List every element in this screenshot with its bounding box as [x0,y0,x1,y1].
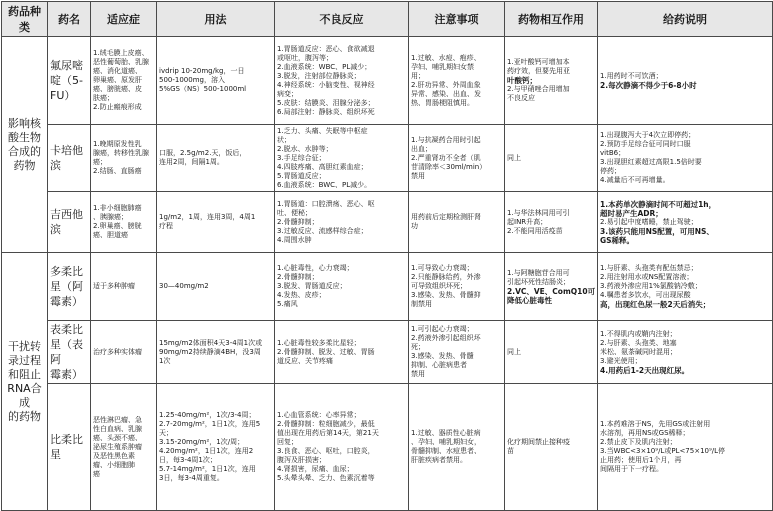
interactions-cell [505,192,598,253]
adverse-line: 3.脱发、胃肠道反应； [277,282,347,290]
precautions-line: 骨髓抑制、水痘患者、 [411,447,481,455]
interactions-cell [505,384,598,511]
usage-line: 日，每3-4周1次； [159,456,217,464]
precautions-cell [409,384,505,511]
adverse-line: 6.血液系统：BWC、PL减少。 [277,180,372,189]
admin-line: 水溶剂，再用NS或GS稀释； [600,429,690,437]
indication-line: 癌、胆道癌 [93,231,128,239]
header-category: 药品种类 [2,2,48,37]
category-line: RNA合成 [7,381,42,409]
adverse-line: 道反应、关节疼痛 [277,356,333,365]
adverse-line: 3.良食、恶心、呕吐，口腔炎， [277,447,375,455]
precautions-line: 可导致组织坏死； [411,282,467,290]
precautions-line: 禁用 [411,370,425,378]
indication-cell [91,37,157,125]
adverse-line: 2.脱水、水肿等； [277,144,333,153]
adverse-line: 4.周围水肿 [277,235,312,244]
precautions-line: 用药前后定期检测肝肾 [411,213,481,221]
indication-cell [91,125,157,192]
admin-line: 2.禁止皮下及肌内注射； [600,438,677,446]
adverse-line: 1.胃肠道：口腔溃疡、恶心、呕 [277,199,375,208]
drug-name-cell [48,384,91,511]
interactions-line: 药疗效，但要先用亚 [507,67,570,75]
admin-line: 2.预防手足综合征可同时口服 [600,140,691,148]
drug-name-cell [48,192,91,253]
table-row [2,192,773,253]
category-line: 影响核 [8,116,41,130]
interactions-cell [505,321,598,384]
category-line: 合成的 [8,144,41,158]
indication-line: 2.结肠、直肠癌 [93,167,142,175]
precautions-line: 制禁用 [411,300,432,308]
usage-line: 3.15-20mg/m²，1次/周； [159,438,245,446]
usage-line: 天； [159,429,173,437]
usage-line: 5.7-14mg/m²，1日1次，连用 [159,465,256,473]
admin-line: 1.本药难溶于NS，先用GS或注射用 [600,420,711,428]
header-row [2,2,773,37]
precautions-line: 用； [411,71,425,80]
adverse-line: 1.心脏毒性较多柔比星轻； [277,338,361,347]
interactions-line: 2.与甲硝唑合用增加 [507,85,570,93]
admin-line: 2.与肝素、头孢类、地塞 [600,338,677,347]
admin-line: 1.出现腹泻大于4次立即停药； [600,131,696,139]
precautions-line: 肝脏疾病者禁用。 [411,456,467,464]
admin-line: 3.避光使用； [600,356,642,365]
admin-line: 4.用药后1-2天出现红尿。 [600,365,690,375]
usage-line: 口服，2.5g/m2.天，饭后， [159,149,247,157]
interactions-line: 1.与阿糖胞苷合用可 [507,268,570,277]
indication-cell [91,384,157,511]
category-cell [2,253,48,511]
drug-name-line: 星 [50,448,61,461]
precautions-line: 2.肝功异常、外周血象 [411,80,481,89]
adverse-line: 4.四肢疼痛、高胆红素血症； [277,162,368,171]
admin-line: 4.嘱患者多饮水，可出现尿酸 [600,291,691,299]
indication-line: 泌尿生殖系肿瘤 [93,442,142,451]
usage-cell [157,253,275,321]
interactions-cell [505,125,598,192]
adverse-cell [275,384,409,511]
adverse-line: 或呕吐，腹泻等； [277,53,333,62]
indication-line: 腺癌，转移性乳腺 [93,149,149,157]
usage-line: ivdrip 10-20mg/kg，一日 [159,67,245,75]
indication-line: 卵巢癌、原发肝 [93,76,142,84]
adverse-line: 病变； [277,89,298,98]
interactions-line: 同上 [507,153,521,162]
precautions-line: 出血； [411,144,432,153]
adverse-line: 腹泻及肝损害； [277,456,326,464]
precautions-line: 1.与抗凝药合用时引起 [411,135,481,144]
category-line: 和阻止 [8,367,41,381]
admin-line: 超时易产生ADR； [600,208,663,218]
precautions-line: 热、胃肠梗阻慎用。 [411,98,474,107]
usage-cell [157,384,275,511]
drug-table [1,1,773,511]
adverse-line: 1.心脏毒性，心力衰竭； [277,264,354,272]
usage-cell [157,125,275,192]
interactions-line: 1.与华法林同用可引 [507,208,570,217]
header-interactions: 药物相互作用 [505,2,598,37]
drug-name-line: 吉西他 [50,208,83,221]
precautions-line: 2.只能静脉给药，外渗 [411,273,481,281]
usage-line: 15mg/m2体面积4天3-4周1次或 [159,338,263,347]
drug-name-line: 氟尿嘧 [50,59,83,72]
usage-line: 1.25-40mg/m²，1次/3-4周； [159,411,256,419]
precautions-cell [409,192,505,253]
interactions-line: 叶酸钙； [507,76,537,85]
precautions-line: 1.可导致心力衰竭； [411,264,474,272]
interactions-line: 苗 [507,447,514,455]
drug-name-line: 比柔比 [50,433,83,446]
header-usage: 用法 [157,2,275,37]
precautions-line: 2.药液外渗引起组织坏 [411,334,481,342]
indication-line: 适于多种肿瘤 [93,282,135,290]
drug-name-line: 卡培他 [50,144,83,157]
interactions-line: 2.VC、VE、ComQ10可 [507,286,596,296]
precautions-line: 功 [411,222,418,230]
indication-line: 肤癌； [93,94,114,102]
adverse-line: 4.肾损害，尿痛、血尿； [277,465,354,473]
adverse-cell [275,253,409,321]
admin-line: 止用药；使用后1个月，再 [600,456,682,464]
category-cell [2,37,48,253]
admin-cell [598,384,773,511]
usage-line: 3日，每3-4周重复。 [159,474,224,482]
admin-line: 1.本药单次静滴时间不可超过1h， [600,199,717,209]
usage-line: 疗程 [159,222,173,230]
indication-line: 性白血病、乳腺 [93,424,142,433]
usage-line: 4.20mg/m²，1日1次，连用2 [159,447,254,455]
precautions-cell [409,37,505,125]
interactions-cell [505,37,598,125]
admin-line: 3.该药只能用NS配置，可用NS、 [600,226,714,236]
indication-line: 及恶性黑色素 [93,451,135,460]
usage-line: 1次 [159,356,171,365]
admin-cell [598,37,773,125]
adverse-line: 2.骨髓抑制：粒细胞减少，最低 [277,420,375,428]
drug-name-cell [48,37,91,125]
category-line: 酸生物 [8,130,41,144]
drug-name-line: 表柔比 [50,323,83,336]
drug-name-line: 星（阿 [50,280,83,293]
adverse-line: 值出现在用药后第14天，第21天 [277,429,379,437]
indication-line: 1.非小细胞肺癌 [93,204,142,212]
interactions-line: 引起坏死性结肠炎； [507,277,570,286]
adverse-line: 2.血液系统：WBC、PL减少； [277,62,372,71]
adverse-line: 1.乏力、头痛、失眠等中枢症 [277,126,368,135]
admin-line: vitB6； [600,149,626,157]
table-row [2,321,773,384]
category-line: 录过程 [8,353,41,367]
header-adverse: 不良反应 [275,2,409,37]
indication-line: 恶性淋巴瘤、急 [93,415,142,424]
interactions-cell [505,253,598,321]
header-precautions: 注意事项 [409,2,505,37]
interactions-line: 降低心脏毒性 [507,295,552,305]
indication-cell [91,321,157,384]
precautions-line: 、孕妇、哺乳期妇女， [411,438,481,446]
interactions-line: 化疗期间禁止接种疫 [507,438,570,446]
admin-cell [598,253,773,321]
usage-line: 30—40mg/m2 [159,282,209,290]
precautions-cell [409,253,505,321]
drug-name-line: 滨 [50,159,61,172]
precautions-line: 异常、感染、出血、发 [411,89,481,98]
interactions-line: 起INR升高； [507,217,548,226]
drug-name-cell [48,321,91,384]
adverse-line: 3.过敏反应、流感样综合症； [277,226,368,235]
precautions-cell [409,125,505,192]
indication-line: 癌、消化道癌、 [93,67,142,75]
precautions-line: 3.感染、发热、骨髓抑 [411,291,481,299]
indication-cell [91,192,157,253]
adverse-line: 4.发热、皮疹； [277,291,326,299]
category-line: 药物 [13,158,36,172]
drug-name-cell [48,125,91,192]
precautions-line: 抑制、心脏病患者 [411,361,467,369]
indication-line: 、胰腺癌； [93,213,128,221]
adverse-cell [275,192,409,253]
table-row [2,253,773,321]
admin-line: 2.每次静滴不得少于6-8小时 [600,80,697,90]
drug-name-cell [48,253,91,321]
admin-line: 1.用药时不可饮酒； [600,71,663,80]
admin-line: 2.用注射用水或NS配置溶液； [600,273,694,281]
interactions-line: 不良反应 [507,94,535,102]
adverse-line: 6.局部注射：静脉炎、组织坏死 [277,107,375,116]
indication-line: 癌、头颈不癌、 [93,433,142,442]
indication-line: 瘤、小细胞肺 [93,460,135,469]
admin-line: GS稀释。 [600,235,635,245]
interactions-line: 1.亚叶酸钙可增加本 [507,58,570,66]
usage-line: 90mg/m2持续静滴4BH，没3周 [159,347,261,356]
adverse-line: 5.痛风 [277,300,298,308]
adverse-cell [275,321,409,384]
adverse-line: 2.骨髓抑制； [277,217,319,226]
admin-line: 3.出现胆红素超过高限1.5倍时要 [600,158,702,166]
usage-line: 500-1000mg，溶入 [159,76,225,84]
header-indication: 适应症 [91,2,157,37]
drug-name-line: FU） [50,89,76,102]
adverse-line: 1.心血管系统：心率异常； [277,411,361,419]
admin-line: 1.与肝素、头孢类有配伍禁忌； [600,264,698,272]
adverse-line: 状； [277,135,291,144]
usage-cell [157,37,275,125]
indication-line: 癌 [93,469,100,478]
indication-line: 癌、膀胱癌、皮 [93,85,142,93]
category-line: 的药物 [8,409,41,423]
header-drug-name: 药名 [48,2,91,37]
admin-line: 3.药液外渗应用1%氯酸钠冷敷； [600,282,702,290]
interactions-line: 2.不能同用活疫苗 [507,226,563,235]
adverse-line: 5.头晕头晕、乏力、色素沉着等 [277,474,375,482]
adverse-cell [275,37,409,125]
drug-name-line: 星（表阿 [50,338,83,366]
indication-line: 癌； [93,158,107,166]
adverse-cell [275,125,409,192]
indication-line: 2.卵巢癌、膀胱 [93,222,142,230]
usage-line: 1g/m2，1周，连用3周，4周1 [159,213,256,221]
precautions-line: 孕妇、哺乳期妇女禁 [411,62,474,71]
header-admin: 给药说明 [598,2,773,37]
table-row [2,125,773,192]
precautions-line: 1.可引起心力衰竭； [411,325,474,333]
precautions-line: 2.严重肾功不全者（肌 [411,153,481,162]
indication-line: 治疗多种实体瘤 [93,347,142,356]
indication-line: 1.绒毛膜上皮癌、 [93,49,149,57]
admin-line: 停药； [600,167,621,175]
precautions-line: 苷清除率＜30ml/min） [411,162,487,171]
drug-name-line: 啶（5- [50,74,83,87]
precautions-line: 3.感染、发热、骨髓 [411,352,474,360]
adverse-line: 回复； [277,438,298,446]
admin-cell [598,321,773,384]
usage-cell [157,192,275,253]
adverse-line: 3.脱发，注射部位静脉炎； [277,71,361,80]
drug-name-line: 滨 [50,223,61,236]
indication-cell [91,253,157,321]
admin-line: 高，出现红色尿一般2天后消失； [600,300,711,309]
indication-line: 2.防止瘢痕形成 [93,103,142,111]
precautions-line: 1.过敏、水痘、疱疹、 [411,53,481,62]
adverse-line: 吐、便秘； [277,208,312,217]
adverse-line: 2.骨髓抑制、脱发、过敏、胃肠 [277,347,375,356]
admin-line: 3.当WBC<3×10⁹/L或PL<75×10⁹/L停 [600,447,726,455]
admin-line: 1.不得肌内或鞘内注射； [600,329,677,338]
precautions-line: 禁用 [411,171,425,180]
admin-cell [598,125,773,192]
indication-line: 1.晚期原发性乳 [93,140,142,148]
adverse-line: 3.手足综合征； [277,153,326,162]
usage-line: 2.7-20mg/m²，1日1次，连用5 [159,420,261,428]
drug-name-line: 霉素） [50,295,83,308]
indication-line: 恶性葡萄胎、乳腺 [93,58,149,66]
precautions-line: 死； [411,343,425,351]
usage-line: 连用2周，间隔1周。 [159,158,224,166]
table-row [2,37,773,125]
precautions-cell [409,321,505,384]
adverse-line: 2.骨髓抑制； [277,273,319,281]
admin-line: 4.减量后不可再增量。 [600,176,670,184]
usage-line: 5%GS（NS）500-1000ml [159,85,247,93]
drug-name-line: 多柔比 [50,265,83,278]
adverse-line: 1.胃肠道反应：恶心、食欲减退 [277,44,375,53]
interactions-line: 同上 [507,347,521,356]
admin-line: 米松、氨茶碱同时混用； [600,347,677,356]
adverse-line: 5.胃肠道反应； [277,171,326,180]
adverse-line: 4.神经系统：小脑变性、视神经 [277,80,375,89]
table-row [2,384,773,511]
drug-name-line: 霉素） [50,368,83,381]
usage-cell [157,321,275,384]
category-line: 干扰转 [8,339,41,353]
adverse-line: 5.皮肤：结膜炎、泪腺分泌多； [277,98,375,107]
admin-line: 2.易引起中度嗜睡，禁止驾驶； [600,217,698,226]
precautions-line: 1.过敏、器质性心脏病 [411,429,481,437]
admin-cell [598,192,773,253]
admin-line: 间隔用于下一疗程。 [600,465,663,473]
